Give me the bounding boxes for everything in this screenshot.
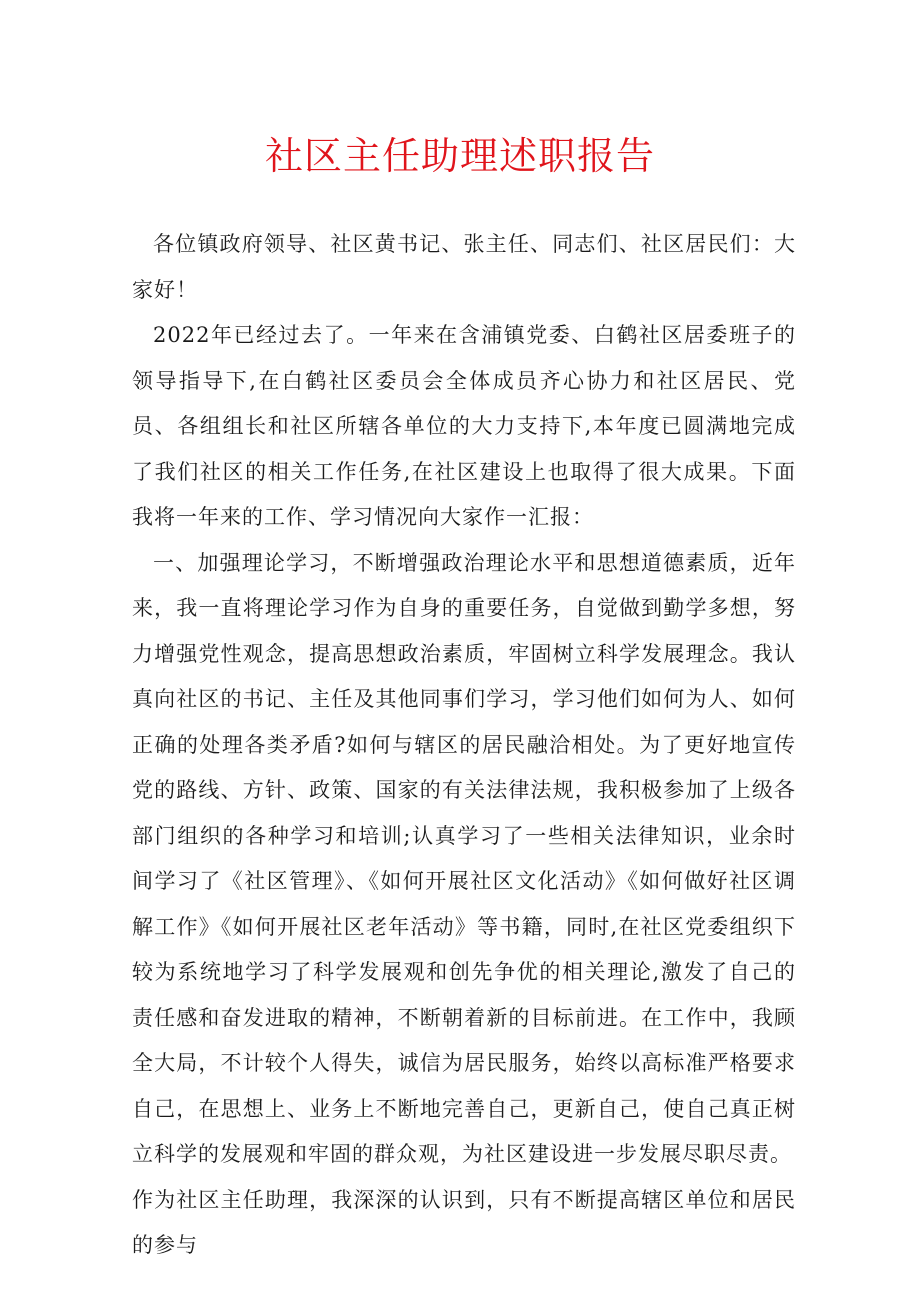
document-body: [132, 222, 796, 1269]
document-title: 社区主任助理述职报告: [264, 134, 655, 178]
greeting-paragraph: 各位镇政府领导、社区黄书记、张主任、同志们、社区居民们：大家好！: [132, 232, 796, 302]
continuation-paragraph: 作为社区主任助理，我深深的认识到，只有不断提高辖区单位和居民的参与: [132, 1187, 796, 1257]
section-one-paragraph: 一、加强理论学习，不断增强政治理论水平和思想道德素质，近年来，我一直将理论学习作为自身的重要任务，自觉做到勤学多想，努力增强党性观念，提高思想政治素质，牢固树立科学发展理念。我认真向社区的书记、主任及其他同事们学习，学习他们如何为人、如何正确的处理各类矛盾?如何与辖区的居民融洽相处。为了更好地宣传党的路线、方针、政策、国家的有关法律法规，我积极参加了上级各部门组织的各种学习和培训;认真学习了一些相关法律知识，业余时间学习了《社区管理》、《如何开展社区文化活动》《如何做好社区调解工作》《如何开展社区老年活动》等书籍，同时,在社区党委组织下较为系统地学习了科学发展观和创先争优的相关理论,激发了自己的责任感和奋发进取的精神，不断朝着新的目标前进。在工作中，我顾全大局，不计较个人得失，诚信为居民服务，始终以高标准严格要求自己，在思想上、业务上不断地完善自己，更新自己，使自己真正树立科学的发展观和牢固的群众观，为社区建设进一步发展尽职尽责。: [132, 550, 796, 1166]
intro-paragraph: 2022年已经过去了。一年来在含浦镇党委、白鹤社区居委班子的领导指导下,在白鹤社区委员会全体成员齐心协力和社区居民、党员、各组组长和社区所辖各单位的大力支持下,本年度已圆满地完成了我们社区的相关工作任务,在社区建设上也取得了很大成果。下面我将一年来的工作、学习情况向大家作一汇报：: [132, 323, 796, 529]
